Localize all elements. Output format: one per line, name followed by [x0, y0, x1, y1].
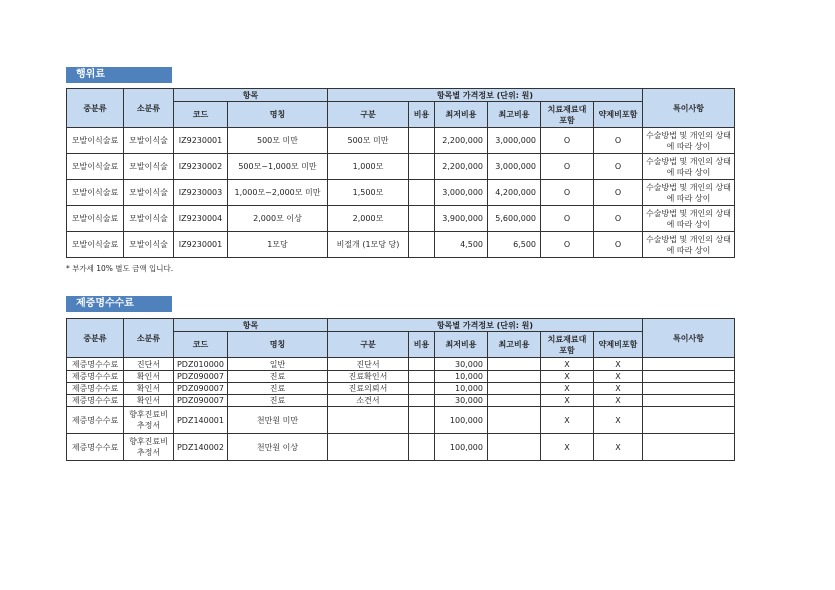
cell-max-cost [488, 371, 541, 383]
cell-major: 제증명수수료 [67, 407, 124, 434]
cell-category: 진단서 [328, 358, 409, 371]
cell-max-cost: 3,000,000 [488, 154, 541, 180]
cell-cost [409, 154, 435, 180]
header-min-cost: 최저비용 [435, 332, 488, 358]
cell-special [643, 407, 735, 434]
cell-drug: O [594, 206, 643, 232]
header-code: 코드 [174, 332, 228, 358]
cell-major: 제증명수수료 [67, 395, 124, 407]
table-row [67, 154, 735, 180]
header-special: 특이사항 [643, 89, 735, 128]
cell-drug: X [594, 371, 643, 383]
cell-special: 수술방법 및 개인의 상태에 따라 상이 [643, 128, 735, 154]
cell-category: 2,000모 [328, 206, 409, 232]
cell-category: 1,500모 [328, 180, 409, 206]
cell-material: O [541, 128, 594, 154]
cell-minor: 진단서 [124, 358, 174, 371]
table-row [67, 180, 735, 206]
cell-minor: 모발이식술 [124, 232, 174, 258]
cell-drug: X [594, 407, 643, 434]
header-code: 코드 [174, 102, 228, 128]
cell-category: 진료확인서 [328, 371, 409, 383]
cell-code: IZ9230003 [174, 180, 228, 206]
cell-code: PDZ140002 [174, 434, 228, 461]
table-row [67, 232, 735, 258]
cell-material: X [541, 407, 594, 434]
cell-max-cost: 5,600,000 [488, 206, 541, 232]
cell-cost [409, 358, 435, 371]
cell-minor: 모발이식술 [124, 206, 174, 232]
cell-name: 천만원 이상 [228, 434, 328, 461]
cell-code: IZ9230001 [174, 128, 228, 154]
cell-max-cost [488, 358, 541, 371]
header-minor: 소분류 [124, 89, 174, 128]
cell-max-cost [488, 434, 541, 461]
header-max-cost: 최고비용 [488, 102, 541, 128]
header-price-group: 항목별 가격정보 (단위: 원) [328, 319, 643, 332]
cell-name: 진료 [228, 395, 328, 407]
header-max-cost: 최고비용 [488, 332, 541, 358]
header-name: 명칭 [228, 332, 328, 358]
cell-min-cost: 100,000 [435, 434, 488, 461]
cell-max-cost [488, 407, 541, 434]
cell-minor: 향후진료비 추정서 [124, 434, 174, 461]
cell-cost [409, 434, 435, 461]
cell-special [643, 358, 735, 371]
cell-minor: 확인서 [124, 371, 174, 383]
cell-material: O [541, 154, 594, 180]
cell-cost [409, 180, 435, 206]
header-category: 구분 [328, 332, 409, 358]
cell-name: 1,000모~2,000모 미만 [228, 180, 328, 206]
cell-code: PDZ090007 [174, 383, 228, 395]
cell-name: 500모~1,000모 미만 [228, 154, 328, 180]
header-price-group: 항목별 가격정보 (단위: 원) [328, 89, 643, 102]
header-major: 중분류 [67, 319, 124, 358]
header-item-group: 항목 [174, 319, 328, 332]
table-row [67, 407, 735, 434]
treatment-fee-table [66, 88, 735, 258]
cell-major: 모발이식술료 [67, 180, 124, 206]
cell-minor: 모발이식술 [124, 128, 174, 154]
cell-drug: O [594, 180, 643, 206]
cell-major: 제증명수수료 [67, 371, 124, 383]
cell-minor: 모발이식술 [124, 154, 174, 180]
cell-cost [409, 407, 435, 434]
table-row [67, 395, 735, 407]
certificate-fee-table [66, 318, 735, 461]
cell-special: 수술방법 및 개인의 상태에 따라 상이 [643, 180, 735, 206]
cell-cost [409, 371, 435, 383]
cell-major: 모발이식술료 [67, 128, 124, 154]
cell-code: PDZ090007 [174, 371, 228, 383]
cell-min-cost: 10,000 [435, 383, 488, 395]
cell-min-cost: 2,200,000 [435, 128, 488, 154]
cell-major: 제증명수수료 [67, 358, 124, 371]
cell-drug: X [594, 395, 643, 407]
header-drug: 약제비포함 [594, 102, 643, 128]
section-title-certificate-fee: 제증명수수료 [66, 296, 172, 312]
cell-name: 500모 미만 [228, 128, 328, 154]
cell-material: X [541, 383, 594, 395]
cell-min-cost: 3,000,000 [435, 180, 488, 206]
cell-drug: O [594, 128, 643, 154]
header-material: 치료재료대 포함 [541, 332, 594, 358]
cell-material: O [541, 180, 594, 206]
header-major: 중분류 [67, 89, 124, 128]
cell-minor: 확인서 [124, 395, 174, 407]
cell-minor: 확인서 [124, 383, 174, 395]
header-name: 명칭 [228, 102, 328, 128]
cell-category [328, 434, 409, 461]
table-row [67, 434, 735, 461]
cell-name: 2,000모 이상 [228, 206, 328, 232]
cell-material: X [541, 358, 594, 371]
cell-special [643, 395, 735, 407]
cell-special [643, 434, 735, 461]
cell-max-cost: 3,000,000 [488, 128, 541, 154]
cell-special: 수술방법 및 개인의 상태에 따라 상이 [643, 232, 735, 258]
cell-min-cost: 10,000 [435, 371, 488, 383]
cell-material: X [541, 371, 594, 383]
vat-note: * 부가세 10% 별도 금액 입니다. [66, 264, 174, 273]
cell-minor: 모발이식술 [124, 180, 174, 206]
section-title-treatment-fee: 행위료 [66, 67, 172, 83]
cell-code: IZ9230001 [174, 232, 228, 258]
table-row [67, 206, 735, 232]
cell-major: 모발이식술료 [67, 232, 124, 258]
cell-category: 소견서 [328, 395, 409, 407]
header-category: 구분 [328, 102, 409, 128]
cell-name: 1모당 [228, 232, 328, 258]
cell-min-cost: 3,900,000 [435, 206, 488, 232]
cell-drug: X [594, 358, 643, 371]
header-item-group: 항목 [174, 89, 328, 102]
cell-drug: X [594, 434, 643, 461]
header-cost: 비용 [409, 102, 435, 128]
cell-cost [409, 232, 435, 258]
cell-max-cost: 4,200,000 [488, 180, 541, 206]
cell-major: 모발이식술료 [67, 206, 124, 232]
cell-cost [409, 206, 435, 232]
header-minor: 소분류 [124, 319, 174, 358]
cell-name: 진료 [228, 371, 328, 383]
header-material: 치료재료대 포함 [541, 102, 594, 128]
header-drug: 약제비포함 [594, 332, 643, 358]
table-row [67, 358, 735, 371]
header-cost: 비용 [409, 332, 435, 358]
cell-code: PDZ090007 [174, 395, 228, 407]
cell-major: 제증명수수료 [67, 383, 124, 395]
cell-material: X [541, 434, 594, 461]
cell-category: 500모 미만 [328, 128, 409, 154]
cell-category: 비절개 (1모당 당) [328, 232, 409, 258]
cell-min-cost: 4,500 [435, 232, 488, 258]
cell-code: PDZ010000 [174, 358, 228, 371]
cell-cost [409, 395, 435, 407]
cell-name: 일반 [228, 358, 328, 371]
cell-drug: O [594, 154, 643, 180]
cell-cost [409, 128, 435, 154]
cell-material: O [541, 232, 594, 258]
table-row [67, 128, 735, 154]
cell-special [643, 371, 735, 383]
cell-code: IZ9230004 [174, 206, 228, 232]
cell-category [328, 407, 409, 434]
cell-min-cost: 30,000 [435, 395, 488, 407]
cell-special: 수술방법 및 개인의 상태에 따라 상이 [643, 154, 735, 180]
cell-drug: X [594, 383, 643, 395]
header-special: 특이사항 [643, 319, 735, 358]
cell-code: PDZ140001 [174, 407, 228, 434]
header-min-cost: 최저비용 [435, 102, 488, 128]
cell-cost [409, 383, 435, 395]
table-row [67, 371, 735, 383]
cell-name: 진료 [228, 383, 328, 395]
cell-drug: O [594, 232, 643, 258]
cell-code: IZ9230002 [174, 154, 228, 180]
cell-max-cost [488, 383, 541, 395]
cell-major: 모발이식술료 [67, 154, 124, 180]
cell-min-cost: 30,000 [435, 358, 488, 371]
cell-max-cost [488, 395, 541, 407]
cell-max-cost: 6,500 [488, 232, 541, 258]
cell-min-cost: 2,200,000 [435, 154, 488, 180]
cell-special: 수술방법 및 개인의 상태에 따라 상이 [643, 206, 735, 232]
cell-min-cost: 100,000 [435, 407, 488, 434]
cell-special [643, 383, 735, 395]
cell-category: 1,000모 [328, 154, 409, 180]
cell-name: 천만원 미만 [228, 407, 328, 434]
cell-major: 제증명수수료 [67, 434, 124, 461]
cell-material: O [541, 206, 594, 232]
cell-category: 진료의뢰서 [328, 383, 409, 395]
table-row [67, 383, 735, 395]
cell-minor: 향후진료비 추정서 [124, 407, 174, 434]
cell-material: X [541, 395, 594, 407]
